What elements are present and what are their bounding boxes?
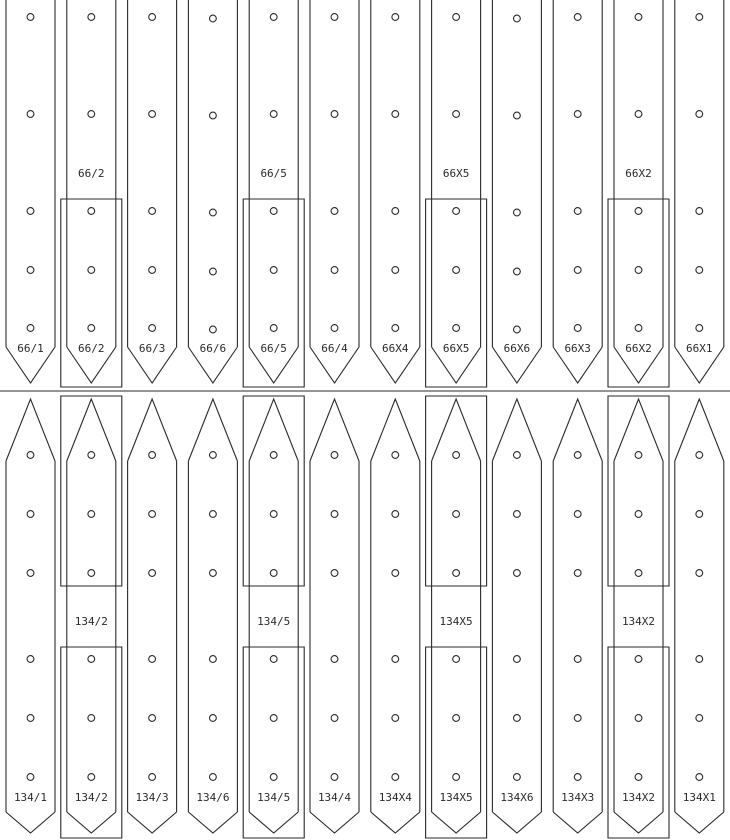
strip-pointed-end [310,812,359,833]
strip-label-lower: 134X6 [500,791,534,804]
mounting-hole [88,208,95,215]
strip-label-upper: 66X1 [686,342,713,355]
strip-label-upper: 66/3 [138,342,166,355]
highlight-frame-upper [426,199,487,387]
strip-label-lower: 134X5 [439,791,473,804]
mounting-hole [149,452,156,459]
mounting-hole [270,511,277,518]
strip-7 [371,0,420,833]
highlight-frame-lower [608,396,669,586]
strip-9 [492,0,541,833]
mounting-hole [453,715,460,722]
mounting-hole [210,15,217,22]
mounting-hole [696,267,703,274]
strip-pointed-end [188,812,237,833]
mounting-hole [210,715,217,722]
mounting-hole [331,774,338,781]
mounting-hole [88,111,95,118]
mounting-hole [331,14,338,21]
mounting-hole [574,715,581,722]
mounting-hole [331,570,338,577]
strip-label-lower: 134X1 [682,791,716,804]
highlight-frame-lower [61,647,122,838]
strip-8 [426,0,487,838]
mounting-hole [392,774,399,781]
mounting-hole [331,267,338,274]
strip-label-lower: 134X4 [378,791,412,804]
mounting-hole [635,208,642,215]
strip-label-lower: 134/1 [13,791,48,804]
mounting-hole [331,111,338,118]
mounting-hole [331,511,338,518]
mounting-hole [392,570,399,577]
mounting-hole [696,208,703,215]
mounting-hole [149,570,156,577]
mounting-hole [514,15,521,22]
strip-label-lower: 134/5 [257,791,291,804]
mounting-hole [210,209,217,216]
mounting-hole [149,208,156,215]
strip-4 [188,0,237,833]
mounting-hole [149,14,156,21]
strip-pointed-end [432,812,481,833]
mounting-hole [331,208,338,215]
mounting-hole [270,111,277,118]
mounting-hole [270,774,277,781]
mounting-hole [270,208,277,215]
mounting-hole [88,715,95,722]
mounting-hole [210,511,217,518]
mounting-hole [574,511,581,518]
highlight-frame-upper [608,199,669,387]
strip-pointed-end [249,812,298,833]
strip-2 [61,0,122,838]
strip-label-upper: 66X6 [503,342,531,355]
highlight-frame-lower [243,396,304,586]
mounting-hole [270,656,277,663]
mounting-hole [574,267,581,274]
mounting-hole [392,511,399,518]
strip-label-lower: 134/3 [135,791,169,804]
mounting-hole [635,452,642,459]
mounting-hole [696,325,703,332]
mounting-hole [574,656,581,663]
mounting-hole [27,452,34,459]
strip-5 [243,0,304,838]
highlight-frame-lower [61,396,122,586]
mounting-hole [514,209,521,216]
mounting-hole [514,268,521,275]
mounting-hole [514,570,521,577]
strip-pointed-end [492,812,541,833]
strip-pointed-end [6,812,55,833]
mounting-hole [392,267,399,274]
mounting-hole [453,570,460,577]
mounting-hole [392,14,399,21]
mounting-hole [696,111,703,118]
mounting-hole [635,14,642,21]
mounting-hole [88,325,95,332]
mounting-hole [574,14,581,21]
mounting-hole [210,112,217,119]
highlight-frame-lower [243,647,304,838]
mounting-hole [453,511,460,518]
mounting-hole [88,267,95,274]
strip-label-lower: 134/6 [196,791,230,804]
mounting-hole [27,208,34,215]
mounting-hole [574,325,581,332]
strips-layer [6,0,724,838]
mounting-hole [27,14,34,21]
mounting-hole [27,325,34,332]
highlight-frame-lower [608,647,669,838]
strip-label-lower: 134/4 [317,791,352,804]
mounting-hole [514,774,521,781]
mounting-hole [88,511,95,518]
strip-label-lower: 134X2 [621,791,656,804]
mounting-hole [392,208,399,215]
highlight-frame-lower [426,396,487,586]
mounting-hole [453,267,460,274]
mounting-hole [270,715,277,722]
mounting-hole [453,208,460,215]
mounting-hole [635,325,642,332]
mounting-hole [514,656,521,663]
mounting-hole [210,452,217,459]
strip-pointed-end [371,812,420,833]
mounting-hole [88,774,95,781]
mounting-hole [453,14,460,21]
strip-pointed-end [67,812,116,833]
mounting-hole [88,14,95,21]
strip-label-lower: 134X3 [561,791,595,804]
mounting-hole [27,656,34,663]
mounting-hole [149,111,156,118]
strip-3 [128,0,177,833]
mounting-hole [392,452,399,459]
mounting-hole [149,715,156,722]
strip-10 [553,0,602,833]
mounting-hole [270,452,277,459]
mounting-hole [453,452,460,459]
group-label-upper: 66X2 [625,167,652,180]
mounting-hole [27,267,34,274]
mounting-hole [453,774,460,781]
mounting-hole [27,111,34,118]
mounting-hole [696,511,703,518]
group-label-lower: 134/5 [257,615,291,628]
mounting-hole [392,715,399,722]
mounting-hole [635,774,642,781]
strip-pointed-end [553,812,602,833]
group-label-lower: 134X2 [621,615,656,628]
mounting-hole [270,267,277,274]
mounting-hole [696,452,703,459]
mounting-hole [210,774,217,781]
mounting-hole [635,715,642,722]
mounting-hole [453,656,460,663]
mounting-hole [574,452,581,459]
strip-label-upper: 66X3 [564,342,591,355]
mounting-hole [331,715,338,722]
mounting-hole [149,656,156,663]
mounting-hole [635,267,642,274]
mounting-hole [635,570,642,577]
mounting-hole [149,774,156,781]
mounting-hole [88,570,95,577]
strip-label-upper: 66/4 [321,342,348,355]
mounting-hole [27,774,34,781]
mounting-hole [453,111,460,118]
mounting-hole [696,570,703,577]
strip-label-upper: 66/6 [199,342,227,355]
mounting-hole [574,774,581,781]
highlight-frame-lower [426,647,487,838]
mounting-hole [331,325,338,332]
mounting-hole [331,656,338,663]
mounting-hole [635,656,642,663]
highlight-frame-upper [243,199,304,387]
mounting-hole [392,325,399,332]
strip-1 [6,0,55,833]
strip-6 [310,0,359,833]
mounting-hole [149,267,156,274]
mounting-hole [574,570,581,577]
mounting-hole [210,570,217,577]
mounting-hole [270,570,277,577]
mounting-hole [514,112,521,119]
mounting-hole [514,452,521,459]
mounting-hole [210,326,217,333]
mounting-hole [210,656,217,663]
group-label-lower: 134X5 [439,615,473,628]
mounting-hole [27,511,34,518]
mounting-hole [635,111,642,118]
mounting-hole [696,14,703,21]
strip-pointed-end [614,812,663,833]
strip-label-upper: 66/1 [17,342,44,355]
mounting-hole [149,325,156,332]
mounting-hole [514,715,521,722]
strip-label-upper: 66X5 [442,342,470,355]
strip-label-upper: 66X2 [625,342,652,355]
mounting-hole [27,715,34,722]
strip-12 [675,0,724,833]
mounting-hole [331,452,338,459]
mounting-hole [696,715,703,722]
mounting-hole [696,774,703,781]
strip-pointed-end [128,812,177,833]
strip-label-upper: 66/5 [260,342,287,355]
mounting-hole [392,656,399,663]
mounting-hole [392,111,399,118]
strip-pointed-end [675,812,724,833]
mounting-hole [696,656,703,663]
mounting-hole [270,14,277,21]
mounting-hole [149,511,156,518]
mounting-hole [270,325,277,332]
strip-11 [608,0,669,838]
mounting-hole [88,452,95,459]
mounting-hole [453,325,460,332]
mounting-hole [574,111,581,118]
group-label-upper: 66X5 [442,167,470,180]
group-label-upper: 66/2 [78,167,105,180]
mounting-hole [88,656,95,663]
strip-label-upper: 66X4 [382,342,409,355]
highlight-frame-upper [61,199,122,387]
group-label-upper: 66/5 [260,167,287,180]
mounting-hole [210,268,217,275]
group-label-lower: 134/2 [74,615,108,628]
strip-label-upper: 66/2 [78,342,105,355]
strip-label-lower: 134/2 [74,791,108,804]
mounting-hole [27,570,34,577]
mounting-hole [514,511,521,518]
mounting-hole [635,511,642,518]
mounting-hole [514,326,521,333]
mounting-hole [574,208,581,215]
